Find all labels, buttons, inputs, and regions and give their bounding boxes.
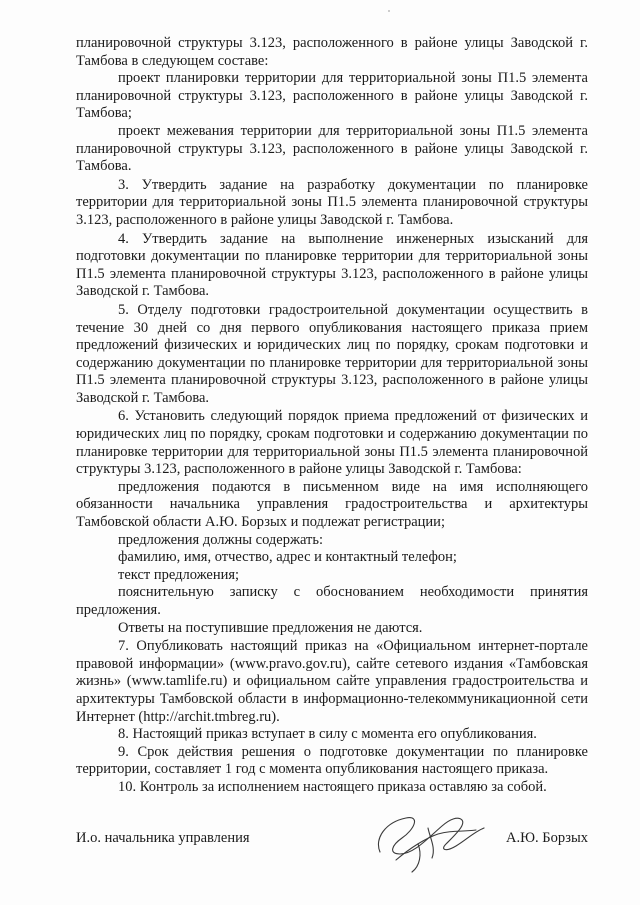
paragraph-proposals-written: предложения подаются в письменном виде на имя исполняющего обязанности начальника управления градостроительства и архитектуры Тамбовской области А.Ю. Борзых и подлежат регистрации; xyxy=(76,478,588,531)
paragraph-no-replies: Ответы на поступившие предложения не даются. xyxy=(118,619,423,636)
paragraph-proposals-contain: предложения должны содержать: xyxy=(118,531,324,548)
paragraph-planning-project: проект планировки территории для территориальной зоны П1.5 элемента планировочной структуры 3.123, расположенного в районе улицы Заводской г. Тамбова; xyxy=(76,70,588,122)
paragraph-explanatory-note: пояснительную записку с обоснованием необходимости принятия предложения. xyxy=(76,584,588,618)
paragraph-item-5: 5. Отделу подготовки градостроительной документации осуществить в течение 30 дней со дня первого опубликования настоящего приказа прием предложений физических и юридических лиц по порядку, срокам подготовки и содержанию документации по планировке территории для территориальной зоны П1.5 элемента планировочной структуры 3.123, расположенного в районе улицы Заводской г. Тамбова. xyxy=(76,301,588,406)
paragraph-proposal-text: текст предложения; xyxy=(118,566,240,583)
position-title: И.о. начальника управления xyxy=(76,830,250,846)
paragraph-item-6: 6. Установить следующий порядок приема предложений от физических и юридических лиц по порядку, срокам подготовки и содержанию документации по планировке территории для территориальной зоны П1.5 элемента планировочной структуры 3.123, расположенного в районе улицы Заводской г. Тамбова: xyxy=(76,408,588,478)
paragraph-item-4: 4. Утвердить задание на выполнение инженерных изысканий для подготовки документации по планировке территории для территориальной зоны П1.5 элемента планировочной структуры 3.123, расположенного в районе улицы Заводской г. Тамбова. xyxy=(76,230,588,300)
paragraph-survey-project: проект межевания территории для территориальной зоны П1.5 элемента планировочной структуры 3.123, расположенного в районе улицы Заводской г. Тамбова. xyxy=(76,122,588,175)
paragraph-item-8: 8. Настоящий приказ вступает в силу с момента его опубликования. xyxy=(118,726,537,743)
paragraph-item-10: 10. Контроль за исполнением настоящего приказа оставляю за собой. xyxy=(118,778,547,795)
paragraph-item-9: 9. Срок действия решения о подготовке документации по планировке территории, составляет 1 год с момента опубликования настоящего приказа. xyxy=(76,743,588,778)
scan-speck xyxy=(388,10,390,12)
signer-name: А.Ю. Борзых xyxy=(506,830,588,846)
document-body xyxy=(76,35,588,797)
paragraph-item-7: 7. Опубликовать настоящий приказ на «Официальном интернет-портале правовой информации» (www.pravo.gov.ru), сайте сетевого издания «Тамбовская жизнь» (www.tamlife.ru) и официальном сайте управления градостроительства и архитектуры Тамбовской области в информационно-телекоммуникационной сети Интернет (http://archit.tmbreg.ru). xyxy=(76,638,588,725)
signature-block xyxy=(76,822,588,882)
handwritten-signature-icon xyxy=(366,808,496,878)
paragraph-continuation: планировочной структуры 3.123, расположенного в районе улицы Заводской г. Тамбова в следующем составе: xyxy=(76,35,588,69)
paragraph-contact-details: фамилию, имя, отчество, адрес и контактный телефон; xyxy=(118,549,457,566)
paragraph-item-3: 3. Утвердить задание на разработку документации по планировке территории для территориальной зоны П1.5 элемента планировочной структуры 3.123, расположенного в районе улицы Заводской г. Тамбова. xyxy=(76,176,588,228)
